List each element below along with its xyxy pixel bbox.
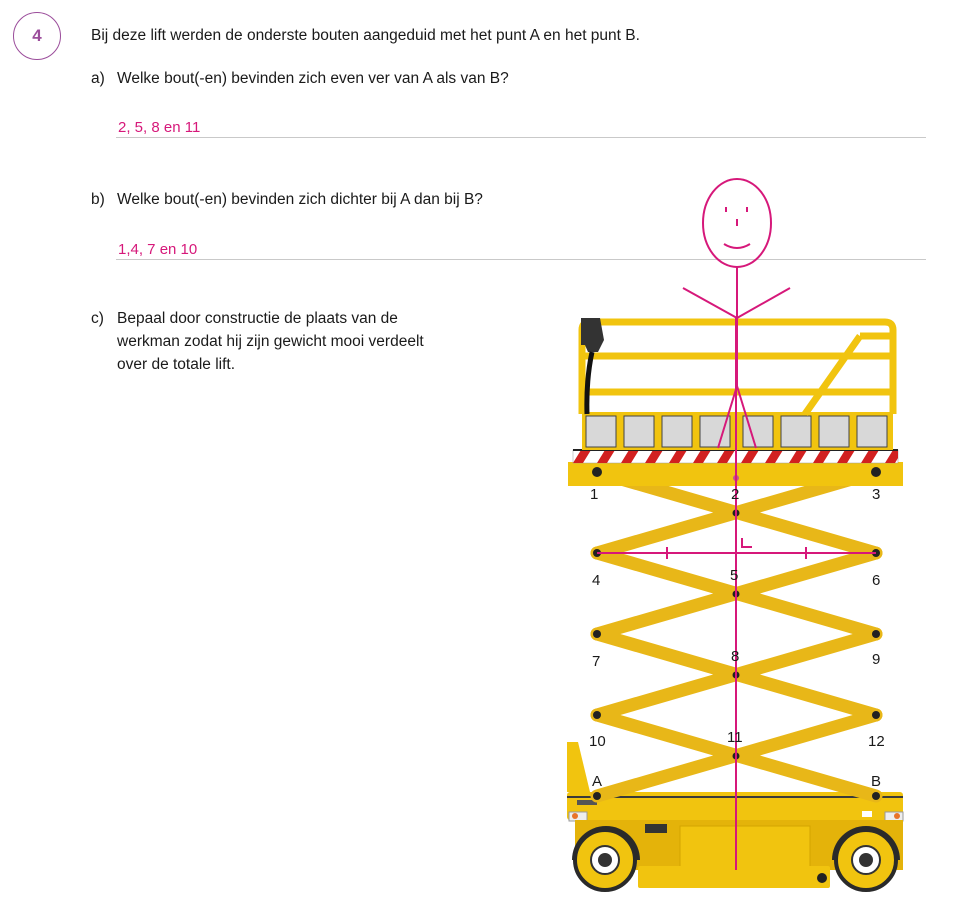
point-a-label: A [592, 773, 603, 790]
question-c-label: c) [91, 310, 104, 327]
bolt-label-8: 8 [731, 648, 740, 665]
bolt-label-9: 9 [872, 651, 881, 668]
question-b-text: Welke bout(-en) bevinden zich dichter bij A dan bij B? [117, 191, 483, 208]
question-a-text: Welke bout(-en) bevinden zich even ver van A als van B? [117, 70, 509, 87]
bolt-label-4: 4 [592, 572, 601, 589]
bolt-label-2: 2 [731, 486, 740, 503]
bolt-label-5: 5 [730, 567, 739, 584]
bolt-label-12: 12 [868, 733, 885, 750]
question-c-text: Bepaal door constructie de plaats van de werkman zodat hij zijn gewicht mooi verdeelt over de totale lift. [117, 310, 424, 373]
bolt-label-7: 7 [592, 653, 601, 670]
bolt-label-10: 10 [589, 733, 606, 750]
bolt-label-6: 6 [872, 572, 881, 589]
bolt-label-11: 11 [727, 729, 743, 746]
bolt-label-3: 3 [872, 486, 881, 503]
answer-a: 2, 5, 8 en 11 [118, 119, 201, 136]
exercise-number-badge: 4 [13, 12, 61, 60]
exercise-intro: Bij deze lift werden de onderste bouten aangeduid met het punt A en het punt B. [91, 27, 640, 44]
question-b-label: b) [91, 191, 105, 208]
question-a-label: a) [91, 70, 105, 87]
bolt-label-1: 1 [590, 486, 599, 503]
answer-b: 1,4, 7 en 10 [118, 241, 198, 258]
point-b-label: B [871, 773, 882, 790]
